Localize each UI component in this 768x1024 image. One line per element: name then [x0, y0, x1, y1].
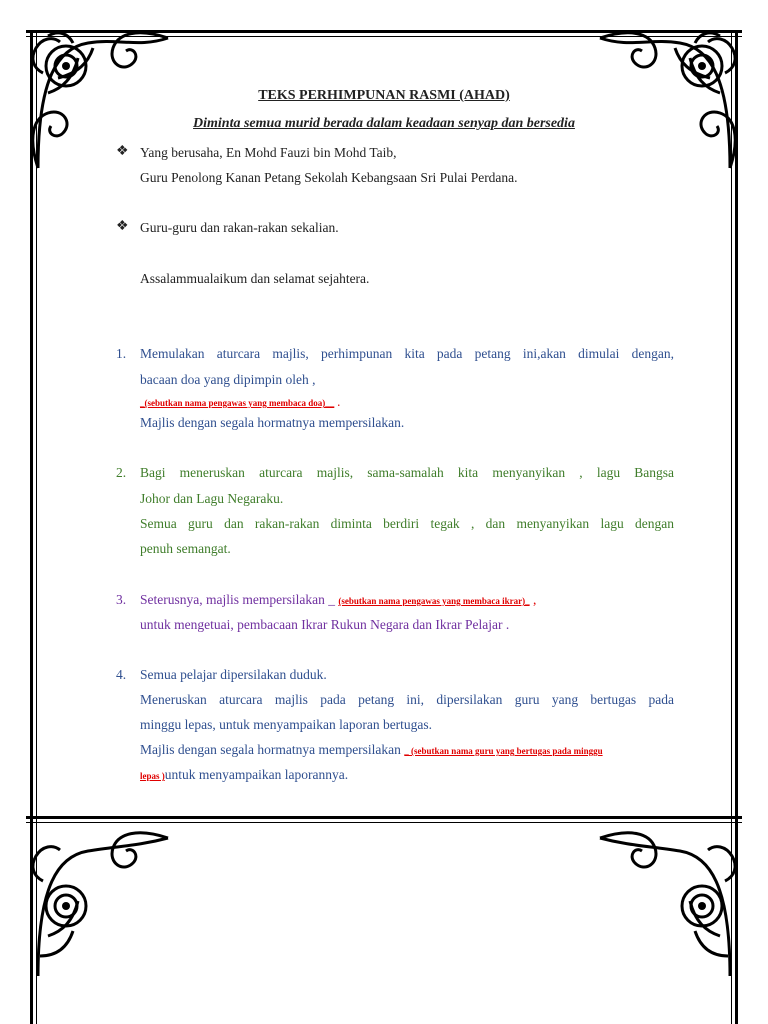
item-line: Semua guru dan rakan-rakan diminta berdiri tegak , dan menyanyikan lagu dengan: [140, 516, 674, 531]
item-line: minggu lepas, untuk menyampaikan laporan bertugas.: [140, 717, 433, 732]
page-title: TEKS PERHIMPUNAN RASMI (AHAD): [258, 88, 510, 103]
item-line: Memulakan aturcara majlis, perhimpunan kita pada petang ini,akan dimulai dengan,: [140, 346, 674, 361]
item-line: [140, 742, 674, 759]
item-number: 2.: [116, 465, 127, 480]
instruction-note-text: _ (sebutkan nama guru yang bertugas pada minggu: [404, 746, 603, 756]
ornamental-flourish-icon: [580, 806, 750, 976]
instruction-note-suffix: .: [337, 398, 340, 408]
greeting-line: Guru-guru dan rakan-rakan sekalian.: [140, 220, 339, 235]
greeting-line: Guru Penolong Kanan Petang Sekolah Kebangsaan Sri Pulai Perdana.: [140, 170, 518, 185]
page-subtitle: Diminta semua murid berada dalam keadaan senyap dan bersedia: [193, 116, 575, 131]
greeting-line: Yang berusaha, En Mohd Fauzi bin Mohd Taib,: [140, 145, 397, 160]
item-number: 4.: [116, 667, 127, 682]
ornamental-flourish-icon: [18, 806, 188, 976]
item-line: penuh semangat.: [140, 541, 231, 556]
item-line: [140, 592, 674, 609]
item-line: Meneruskan aturcara majlis pada petang ini, dipersilakan guru yang bertugas pada: [140, 692, 674, 707]
instruction-note-text: lepas ): [140, 771, 165, 781]
diamond-bullet-icon: ❖: [116, 219, 129, 234]
item-line: bacaan doa yang dipimpin oleh ,: [140, 372, 316, 387]
item-line: Semua pelajar dipersilakan duduk.: [140, 667, 327, 682]
item-line: untuk mengetuai, pembacaan Ikrar Rukun Negara dan Ikrar Pelajar .: [140, 617, 510, 632]
instruction-note-suffix: ,: [532, 592, 537, 607]
item-line-suffix: untuk menyampaikan laporannya.: [164, 767, 349, 782]
item-line: Johor dan Lagu Negaraku.: [140, 491, 284, 506]
item-line: [140, 767, 674, 784]
item-line: Majlis dengan segala hormatnya mempersilakan.: [140, 415, 405, 430]
instruction-note: [140, 394, 674, 411]
item-line: Bagi meneruskan aturcara majlis, sama-samalah kita menyanyikan , lagu Bangsa: [140, 465, 674, 480]
instruction-note-text: _(sebutkan nama pengawas yang membaca doa)__: [140, 398, 335, 408]
item-number: 1.: [116, 346, 127, 361]
item-number: 3.: [116, 592, 127, 607]
item-line-prefix: Majlis dengan segala hormatnya mempersilakan: [140, 742, 401, 757]
item-line-prefix: Seterusnya, majlis mempersilakan _: [140, 592, 335, 607]
instruction-note-text: (sebutkan nama pengawas yang membaca ikrar)_: [338, 596, 530, 606]
salutation: Assalammualaikum dan selamat sejahtera.: [140, 271, 370, 286]
diamond-bullet-icon: ❖: [116, 144, 129, 159]
